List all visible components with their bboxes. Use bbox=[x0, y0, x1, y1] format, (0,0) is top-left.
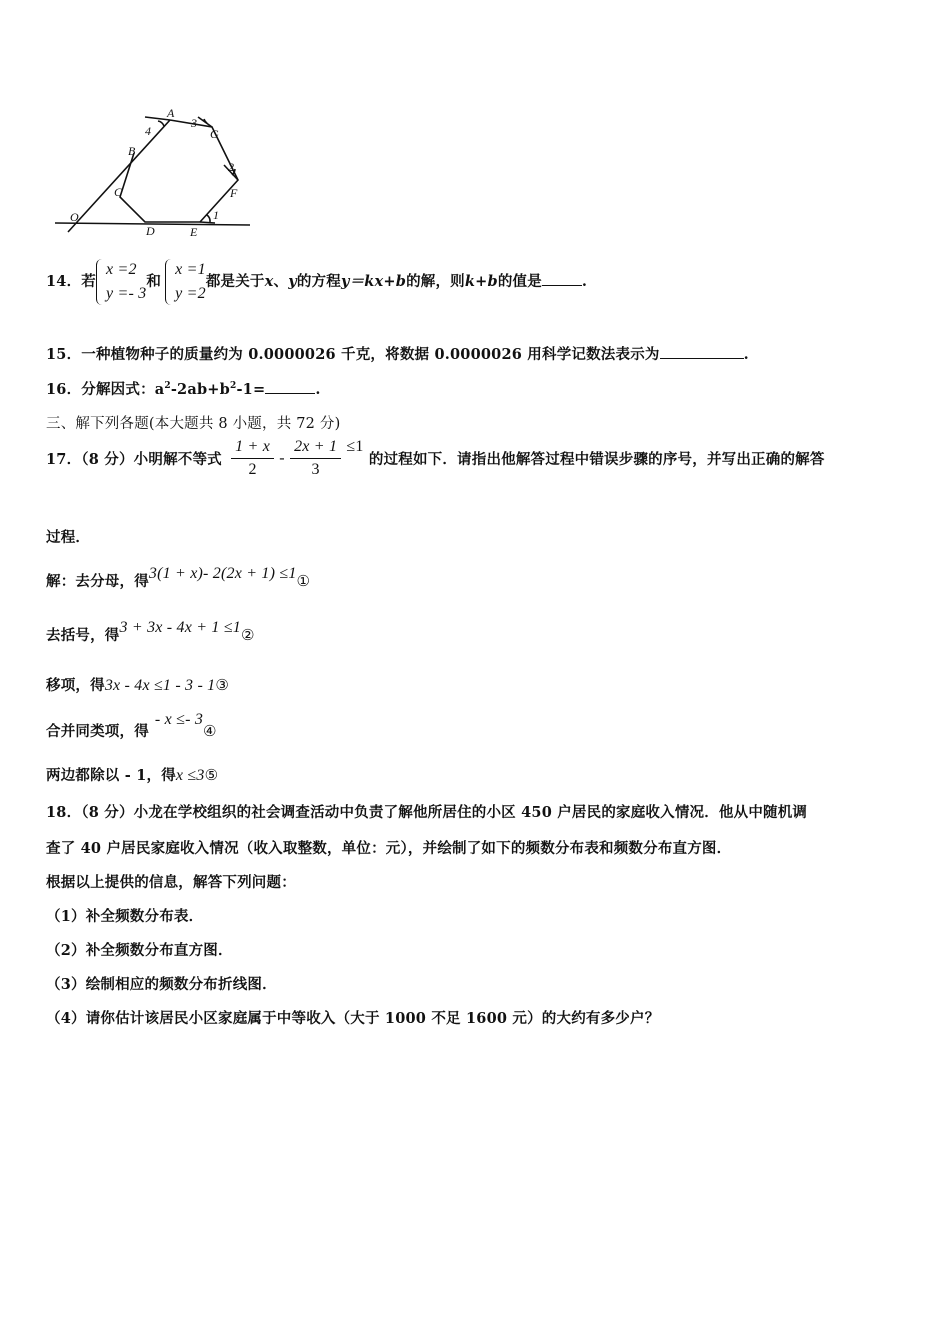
q18-line-2: 查了 40 户居民家庭收入情况（收入取整数，单位：元），并绘制了如下的频数分布表和频数分布直方图． bbox=[46, 840, 732, 857]
q17-step-1 bbox=[46, 562, 311, 590]
geometry-figure bbox=[50, 105, 260, 245]
question-15 bbox=[46, 343, 749, 364]
q14-sep: 、 bbox=[273, 273, 289, 290]
label-A: A bbox=[167, 106, 175, 120]
q16-end: . bbox=[315, 381, 321, 398]
question-14 bbox=[46, 258, 587, 306]
angle-3: 3 bbox=[191, 116, 197, 130]
step-mark: ⑤ bbox=[204, 766, 219, 784]
step-math: 3x - 4x ≤1 - 3 - 1 bbox=[104, 677, 216, 694]
q17-post: 的过程如下．请指出他解答过程中错误步骤的序号，并写出正确的解答 bbox=[368, 451, 825, 468]
step-label: 解：去分母，得 bbox=[46, 573, 149, 590]
q15-answer-blank[interactable] bbox=[660, 358, 744, 359]
q14-text-a: 都是关于 bbox=[205, 273, 265, 290]
q17-le: ≤1 bbox=[346, 438, 364, 455]
question-17 bbox=[46, 438, 825, 479]
label-D: D bbox=[146, 224, 155, 238]
step-math: x ≤3 bbox=[175, 767, 205, 784]
q16-exp-1: 2 bbox=[164, 381, 171, 392]
q18-item-2: （2）补全频数分布直方图． bbox=[46, 942, 233, 959]
q15-end: . bbox=[743, 346, 749, 363]
angle-2: 2 bbox=[228, 160, 234, 174]
label-E: E bbox=[190, 225, 198, 239]
step-math: 3(1 + x)- 2(2x + 1) ≤1 bbox=[148, 565, 297, 582]
q18-line-1: 18．（8 分）小龙在学校组织的社会调查活动中负责了解他所居住的小区 450 户居民的家庭收入情况．他从中随机调 bbox=[46, 804, 808, 821]
system-1: x =2 y =- 3 bbox=[105, 261, 147, 302]
label-O: O bbox=[70, 210, 79, 224]
q14-text-d: 的值是 bbox=[497, 273, 542, 290]
heptagon bbox=[120, 120, 238, 222]
q14-end: . bbox=[581, 273, 588, 290]
q16-pre: 16．分解因式：a bbox=[46, 381, 165, 398]
angle-1: 1 bbox=[213, 208, 219, 222]
q14-text-c: 的解，则 bbox=[406, 273, 465, 290]
label-C: C bbox=[114, 185, 123, 199]
q17-step-3 bbox=[46, 674, 229, 695]
step-math: - x ≤- 3 bbox=[154, 711, 204, 728]
ray-O-A bbox=[68, 120, 170, 232]
step-label: 两边都除以 - 1，得 bbox=[46, 767, 176, 784]
q14-number: 14．若 bbox=[46, 273, 96, 290]
q18-item-3: （3）绘制相应的频数分布折线图． bbox=[46, 976, 277, 993]
q17-minus: - bbox=[279, 449, 285, 467]
fraction-1: $\frac{1 + x}{2}$ bbox=[231, 438, 274, 479]
q14-and: 和 bbox=[146, 273, 162, 290]
q17-step-2 bbox=[46, 616, 255, 644]
q14-answer-blank[interactable] bbox=[542, 285, 582, 286]
step-mark: ② bbox=[241, 626, 255, 644]
q16-mid: -2ab+b bbox=[170, 381, 230, 398]
q18-line-3: 根据以上提供的信息，解答下列问题： bbox=[46, 874, 296, 891]
system-2: x =1 y =2 bbox=[175, 261, 206, 302]
label-B: B bbox=[128, 144, 136, 158]
q16-exp-2: 2 bbox=[229, 381, 237, 392]
q18-item-1: （1）补全频数分布表． bbox=[46, 908, 204, 925]
q14-text-b: 的方程 bbox=[296, 273, 341, 290]
q18-item-4: （4）请你估计该居民小区家庭属于中等收入（大于 1000 不足 1600 元）的大约有多少户？ bbox=[46, 1010, 660, 1027]
label-F: F bbox=[230, 186, 238, 200]
q17-step-5 bbox=[46, 764, 218, 785]
q17-text-cont: 过程． bbox=[46, 529, 91, 546]
q14-kb: k+b bbox=[464, 273, 498, 290]
question-16 bbox=[46, 378, 321, 399]
q17-step-4 bbox=[46, 708, 217, 740]
step-label: 合并同类项，得 bbox=[46, 723, 149, 740]
q16-answer-blank[interactable] bbox=[265, 393, 315, 394]
step-mark: ④ bbox=[203, 722, 217, 740]
section-heading: 三、解下列各题(本大题共 8 小题，共 72 分) bbox=[46, 416, 341, 432]
label-G: G bbox=[210, 127, 219, 141]
q14-equation: y＝kx+b bbox=[340, 273, 407, 290]
step-mark: ③ bbox=[215, 676, 230, 694]
step-label: 移项，得 bbox=[46, 677, 105, 694]
step-math: 3 + 3x - 4x + 1 ≤1 bbox=[119, 619, 242, 636]
q14-y: y bbox=[288, 273, 297, 290]
step-mark: ① bbox=[296, 572, 311, 590]
angle-4: 4 bbox=[145, 124, 151, 138]
step-label: 去括号，得 bbox=[46, 627, 120, 644]
q16-post: -1= bbox=[236, 381, 266, 398]
q15-text: 15．一种植物种子的质量约为 0.0000026 千克，将数据 0.0000026 用科学记数法表示为 bbox=[46, 346, 660, 363]
fraction-2: $\frac{2x + 1}{3}$ bbox=[290, 438, 341, 479]
q17-pre: 17．（8 分）小明解不等式 bbox=[46, 451, 222, 468]
q14-x: x bbox=[264, 273, 274, 290]
